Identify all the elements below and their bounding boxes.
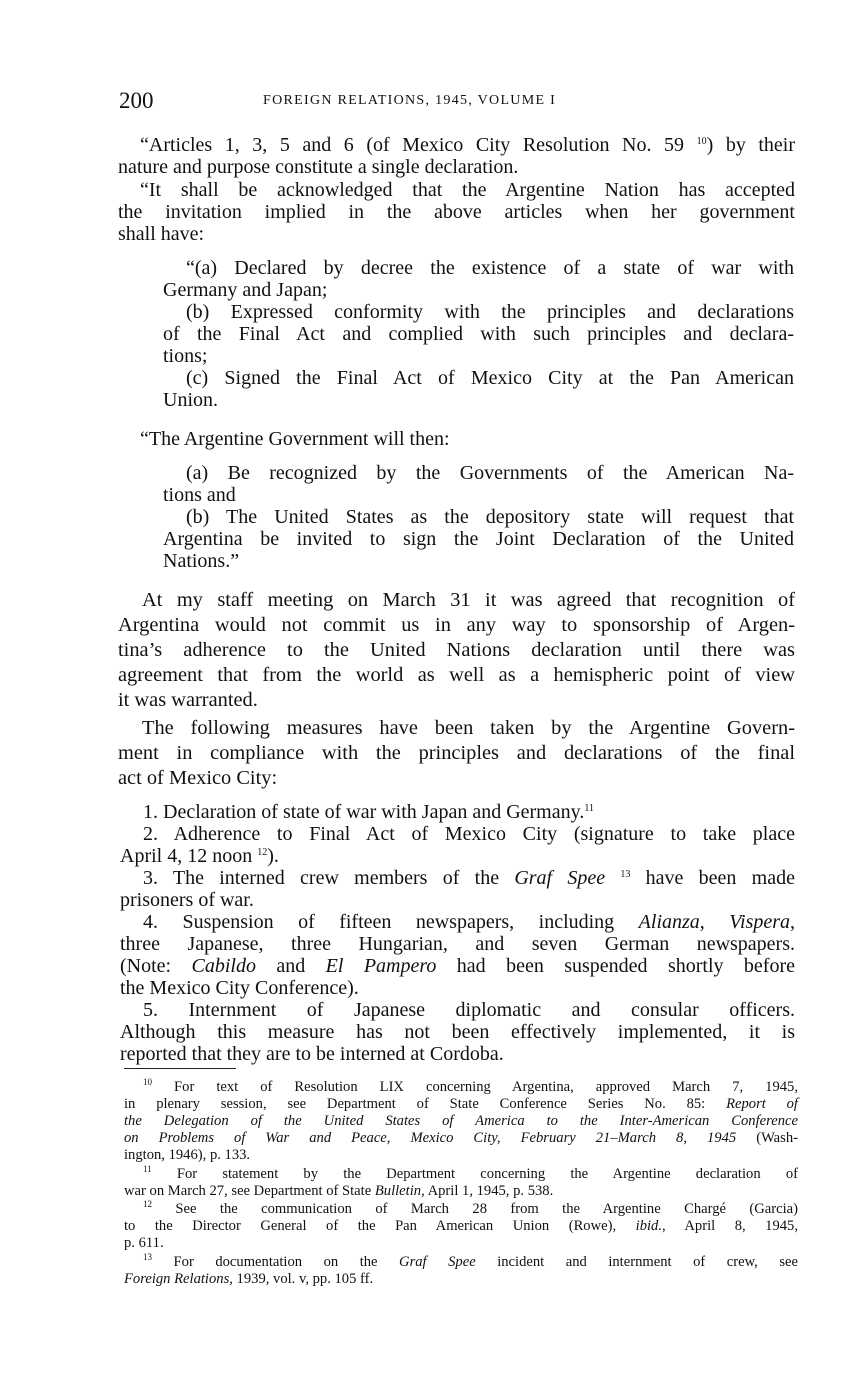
quote-line: tions; — [163, 345, 208, 367]
list-item: 2. Adherence to Final Act of Mexico City (signature to take place — [143, 823, 795, 845]
quote-line: nature and purpose constitute a single declaration. — [118, 156, 519, 178]
list-line: the Mexico City Conference). — [120, 977, 359, 999]
list-line: April 4, 12 noon $^{12}$). — [120, 845, 279, 867]
body-line: it was warranted. — [118, 689, 258, 711]
list-item: 3. The interned crew members of the Graf Spee $^{13}$ have been made — [143, 867, 795, 889]
quote-item-a: “(a) Declared by decree the existence of a state of war with — [186, 257, 794, 279]
footnote-line: p. 611. — [124, 1235, 164, 1251]
footnote-11: $^{11}$ For statement by the Department concerning the Argentine declaration of — [143, 1164, 798, 1182]
list-item: 4. Suspension of fifteen newspapers, including Alianza, Vispera, — [143, 911, 796, 933]
footnote-line: the Delegation of the United States of America to the Inter-American Conference — [124, 1113, 798, 1129]
body-line: act of Mexico City: — [118, 767, 278, 789]
quote-item-b: (b) Expressed conformity with the principles and declarations — [186, 301, 794, 323]
quote-item-c: (c) Signed the Final Act of Mexico City at the Pan American — [186, 367, 794, 389]
footnote-ref: 12 — [257, 847, 268, 858]
list-line: three Japanese, three Hungarian, and seven German newspapers. — [120, 933, 795, 955]
footnote-line: on Problems of War and Peace, Mexico City, February 21–March 8, 1945 (Wash- — [124, 1130, 798, 1146]
body-line: ment in compliance with the principles and declarations of the final — [118, 742, 795, 764]
list-line: prisoners of war. — [120, 889, 254, 911]
footnote-10: $^{10}$ For text of Resolution LIX concerning Argentina, approved March 7, 1945, — [143, 1077, 798, 1095]
footnote-ref: 13 — [620, 869, 631, 880]
footnote-line: Foreign Relations, 1939, vol. v, pp. 105 ff. — [124, 1271, 374, 1287]
footnote-line: to the Director General of the Pan American Union (Rowe), ibid., April 8, 1945, — [124, 1218, 798, 1234]
page-header — [119, 88, 799, 116]
quote-line: Argentina be invited to sign the Joint Declaration of the United — [163, 528, 794, 550]
list-line: reported that they are to be interned at Cordoba. — [120, 1043, 504, 1065]
footnote-13: $^{13}$ For documentation on the Graf Spee incident and internment of crew, see — [143, 1252, 798, 1270]
footnote-line: war on March 27, see Department of State Bulletin, April 1, 1945, p. 538. — [124, 1183, 554, 1199]
quote-then-a: (a) Be recognized by the Governments of the American Na- — [186, 462, 794, 484]
body-line: tina’s adherence to the United Nations declaration until there was — [118, 639, 795, 661]
quote-line: “It shall be acknowledged that the Argentine Nation has accepted — [140, 179, 795, 201]
quote-line: “The Argentine Government will then: — [140, 428, 450, 450]
body-line: At my staff meeting on March 31 it was agreed that recognition of — [142, 589, 795, 611]
quote-line: Nations.” — [163, 550, 240, 572]
body-line: Argentina would not commit us in any way to sponsorship of Argen- — [118, 614, 795, 636]
list-item: 5. Internment of Japanese diplomatic and consular officers. — [143, 999, 795, 1021]
list-item: 1. Declaration of state of war with Japan and Germany.$^{11}$ — [143, 801, 594, 823]
body-line: The following measures have been taken by the Argentine Govern- — [142, 717, 795, 739]
footnote-ref: 10 — [696, 136, 707, 147]
footnote-12: $^{12}$ See the communication of March 28 from the Argentine Chargé (Garcia) — [143, 1199, 798, 1217]
footnote-ref: 11 — [584, 803, 594, 814]
quote-line: Germany and Japan; — [163, 279, 328, 301]
running-head: FOREIGN RELATIONS, 1945, VOLUME I — [263, 93, 557, 108]
quote-line: shall have: — [118, 223, 205, 245]
quote-line: of the Final Act and complied with such principles and declara- — [163, 323, 794, 345]
quote-line: “Articles 1, 3, 5 and 6 (of Mexico City Resolution No. 59 $^{10}$) by their — [140, 134, 796, 156]
body-line: agreement that from the world as well as a hemispheric point of view — [118, 664, 795, 686]
list-line: Although this measure has not been effectively implemented, it is — [120, 1021, 795, 1043]
quote-line: Union. — [163, 389, 218, 411]
footnote-line: in plenary session, see Department of State Conference Series No. 85: Report of — [124, 1096, 798, 1112]
list-line: (Note: Cabildo and El Pampero had been suspended shortly before — [120, 955, 795, 977]
quote-line: the invitation implied in the above articles when her government — [118, 201, 795, 223]
footnote-divider — [124, 1068, 236, 1069]
quote-line: tions and — [163, 484, 236, 506]
page-number: 200 — [119, 88, 154, 113]
footnote-line: ington, 1946), p. 133. — [124, 1147, 251, 1163]
quote-then-b: (b) The United States as the depository state will request that — [186, 506, 794, 528]
